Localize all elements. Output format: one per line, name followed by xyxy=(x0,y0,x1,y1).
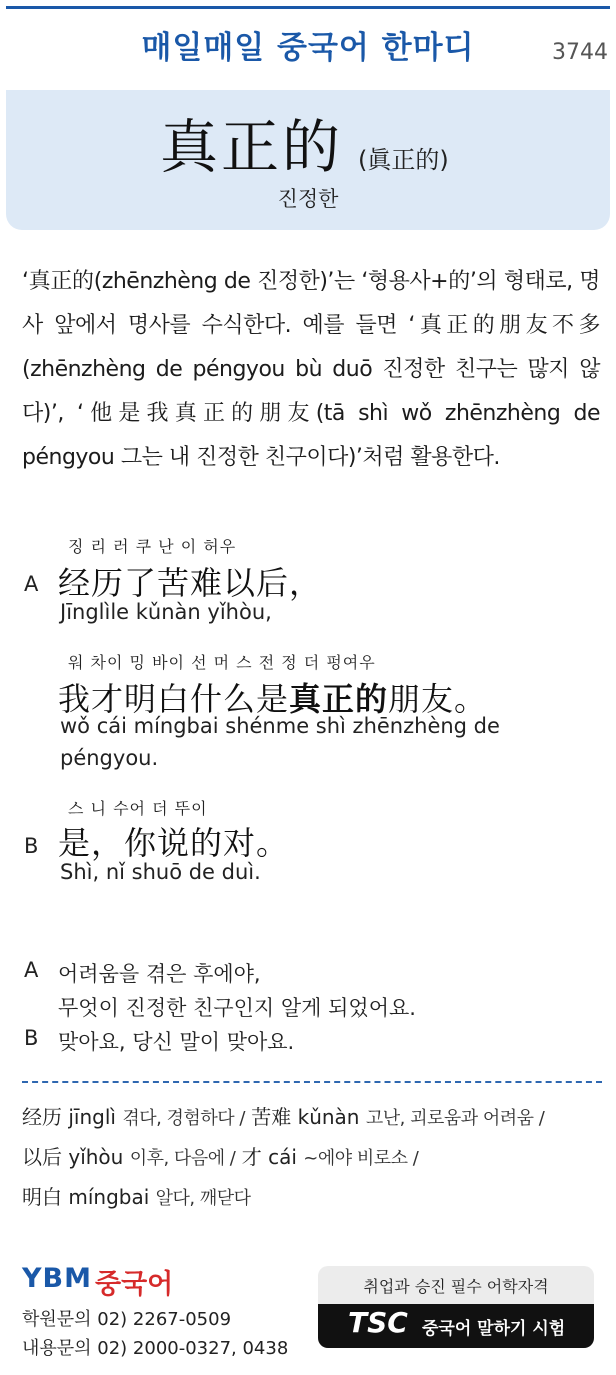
vocabulary-list xyxy=(22,1098,612,1218)
chinese-line-1: 经历了苦难以后， xyxy=(58,564,323,602)
series-title: 매일매일 중국어 한마디 xyxy=(141,30,475,66)
tsc-subtitle: 중국어 말하기 시험 xyxy=(422,1319,566,1339)
contact-content: 내용문의 02) 2000-0327, 0438 xyxy=(22,1338,289,1359)
vocab-meaning: 고난, 괴로움과 어려움 / xyxy=(365,1108,545,1129)
vocab-word: 才 cái xyxy=(241,1145,297,1169)
tsc-tagline: 취업과 승진 필수 어학자격 xyxy=(363,1277,549,1296)
intro-paragraph: ‘真正的(zhēnzhèng de 진정한)’는 ‘형용사+的’의 형태로, 명사 앞에서 명사를 수식한다. 예를 들면 ‘真正的朋友不多(zhēnzhèng de péngyou bù duō 진정한 친구는 많지 않다)’, ‘他是我真正的朋友(tā shì wǒ zhēnzhèng de péngyou 그는 내 진정한 친구이다)’처럼 활용한다. xyxy=(22,269,600,470)
chinese-line-2-post: 朋友。 xyxy=(388,680,488,718)
contact-academy: 학원문의 02) 2267-0509 xyxy=(22,1309,232,1330)
pinyin-line-2b: péngyou. xyxy=(60,746,159,770)
chinese-line-2-pre: 我才明白什么是 xyxy=(58,680,290,718)
chinese-line-3: 是，你说的对。 xyxy=(58,824,290,862)
pinyin-line-1: Jīnglìle kǔnàn yǐhòu, xyxy=(60,600,272,624)
vocab-meaning: 겪다, 경험하다 / xyxy=(122,1108,245,1129)
ruby-line-1: 징 리 러 쿠 난 이 허우 xyxy=(68,537,237,556)
tsc-logo: TSC xyxy=(348,1306,408,1339)
vocab-word: 经历 jīnglì xyxy=(22,1105,116,1129)
vocab-meaning: ~에야 비로소 / xyxy=(303,1148,419,1169)
translation-a-line-2: 무엇이 진정한 친구인지 알게 되었어요. xyxy=(58,996,416,1020)
headword: 真正的 xyxy=(160,113,344,181)
vocab-word: 以后 yǐhòu xyxy=(22,1145,124,1169)
vocab-word: 明白 míngbai xyxy=(22,1185,150,1209)
headword-korean: 진정한 xyxy=(277,187,339,211)
ybm-logo-sub: 중국어 xyxy=(95,1269,174,1300)
speaker-b: B xyxy=(24,834,39,858)
headword-traditional: (眞正的) xyxy=(358,146,449,174)
translation-a-line-1: 어려움을 겪은 후에야, xyxy=(58,962,261,986)
translation-speaker-b: B xyxy=(24,1026,39,1050)
vocab-meaning: 알다, 깨닫다 xyxy=(155,1188,251,1209)
chinese-line-2-highlight: 真正的 xyxy=(289,680,389,718)
top-rule xyxy=(6,6,610,9)
vocab-word: 苦难 kǔnàn xyxy=(251,1105,360,1129)
speaker-a: A xyxy=(24,572,39,596)
vocab-meaning: 이후, 다음에 / xyxy=(129,1148,236,1169)
divider xyxy=(22,1081,602,1083)
pinyin-line-2a: wǒ cái míngbai shénme shì zhēnzhèng de xyxy=(60,714,500,738)
issue-number: 3744 xyxy=(552,40,608,65)
pinyin-line-3: Shì, nǐ shuō de duì. xyxy=(60,860,261,884)
ybm-logo: YBM xyxy=(22,1263,92,1294)
tsc-banner xyxy=(318,1266,594,1348)
translation-speaker-a: A xyxy=(24,958,39,982)
ruby-line-3: 스 니 수어 더 뚜이 xyxy=(68,799,208,818)
ruby-line-2: 워 차이 밍 바이 선 머 스 전 정 더 펑여우 xyxy=(68,653,376,672)
translation-b-line-1: 맞아요, 당신 말이 맞아요. xyxy=(58,1030,295,1054)
